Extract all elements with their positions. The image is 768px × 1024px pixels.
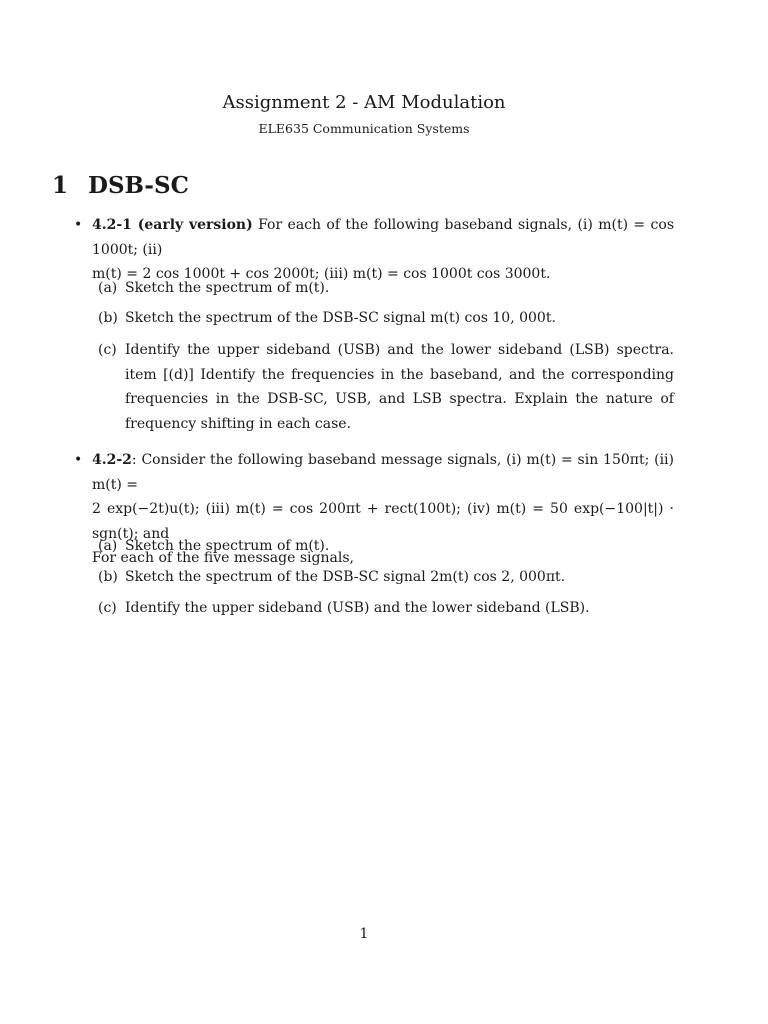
subitem-label: (b) bbox=[98, 569, 118, 585]
subitem bbox=[98, 596, 674, 621]
subitem-text: Identify the upper sideband (USB) and the lower sideband (LSB) spectra. item [(d)] Identify the frequencies in the baseband, and the corresponding frequencies in the DSB-SC, USB, and LSB spectra. Explain the nature of frequency shifting in each case. bbox=[125, 342, 674, 432]
subitem-text: Sketch the spectrum of the DSB-SC signal 2m(t) cos 2, 000πt. bbox=[125, 569, 566, 585]
subitem-label: (b) bbox=[98, 310, 118, 326]
subitem bbox=[98, 276, 674, 301]
subitem bbox=[98, 534, 674, 559]
subitem-label: (a) bbox=[98, 538, 118, 554]
document-subtitle: ELE635 Communication Systems bbox=[258, 121, 470, 136]
bullet-dot: • bbox=[74, 217, 83, 233]
subitem bbox=[98, 306, 674, 331]
bullet-dot: • bbox=[74, 452, 83, 468]
problem-text-line2: 2 exp(−2t)u(t); (iii) m(t) = cos 200πt + rect(100t); (iv) m(t) = 50 exp(−100|t|) · sgn(t); and bbox=[92, 501, 674, 542]
subitem-text: Sketch the spectrum of m(t). bbox=[125, 280, 330, 296]
subitem-label: (a) bbox=[98, 280, 118, 296]
problem-label: 4.2-2 bbox=[92, 452, 132, 468]
problem-label: 4.2-1 (early version) bbox=[92, 217, 253, 233]
subitem-label: (c) bbox=[98, 600, 117, 616]
page-number: 1 bbox=[359, 926, 369, 942]
subitem-text: Sketch the spectrum of the DSB-SC signal m(t) cos 10, 000t. bbox=[125, 310, 556, 326]
subitem bbox=[98, 565, 674, 590]
subitem-label: (c) bbox=[98, 342, 117, 358]
subitem bbox=[98, 338, 674, 436]
problem-text-line3: For each of the five message signals, bbox=[92, 550, 354, 566]
section-number: 1 bbox=[52, 172, 69, 199]
problem-text-line1: For each of the following baseband signals, (i) m(t) = cos 1000t; (ii) bbox=[92, 217, 674, 258]
section-heading bbox=[52, 172, 189, 199]
section-title: DSB-SC bbox=[88, 172, 189, 199]
problem-text-line1: : Consider the following baseband message signals, (i) m(t) = sin 150πt; (ii) m(t) = bbox=[92, 452, 674, 493]
subitem-text: Identify the upper sideband (USB) and the lower sideband (LSB). bbox=[125, 600, 590, 616]
problem-text-line2: m(t) = 2 cos 1000t + cos 2000t; (iii) m(t) = cos 1000t cos 3000t. bbox=[92, 266, 551, 282]
document-title: Assignment 2 - AM Modulation bbox=[222, 92, 506, 113]
subitem-text: Sketch the spectrum of m(t). bbox=[125, 538, 330, 554]
